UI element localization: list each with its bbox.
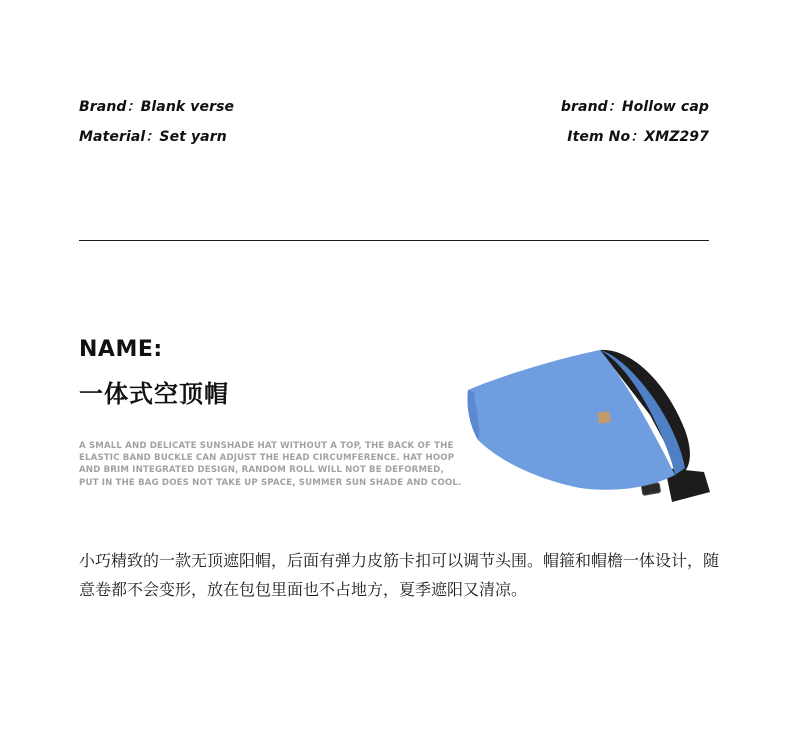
visor-hat-image [460,340,720,510]
item-number-spec: Item No：XMZ297 [567,129,709,145]
description-cn: 小巧精致的一款无顶遮阳帽，后面有弹力皮筋卡扣可以调节头围。帽箍和帽檐一体设计，随意卷都不会变形，放在包包里面也不占地方，夏季遮阳又清凉。 [79,551,720,599]
logo-tag [597,411,610,424]
name-label: NAME: [79,337,163,362]
brand-type-spec: brand：Hollow cap [560,99,709,115]
material-spec: Material：Set yarn [79,129,227,145]
brand-spec: Brand：Blank verse [79,99,235,115]
section-divider [79,240,709,241]
product-name-cn: 一体式空顶帽 [79,380,229,408]
description-en: A SMALL AND DELICATE SUNSHADE HAT WITHOUT A TOP, THE BACK OF THE ELASTIC BAND BUCKLE CAN ADJUST THE HEAD CIRCUMFERENCE. HAT HOOP AND BRIM INTEGRATED DESIGN, RANDOM ROLL WILL NOT BE DEFORMED, PUT IN THE BAG DOES NOT TAKE UP SPACE, SUMMER SUN SHADE AND COOL. [79,441,462,488]
